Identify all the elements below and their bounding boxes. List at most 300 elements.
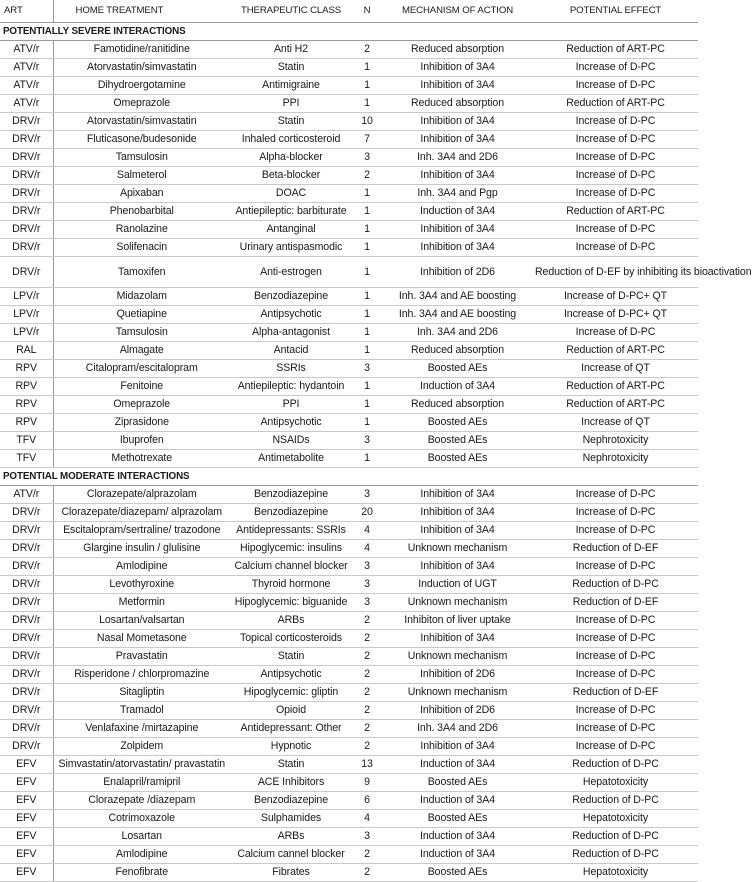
home-treatment-cell: Tamsulosin: [53, 324, 230, 342]
home-treatment-cell: Fenitoine: [53, 378, 230, 396]
table-row: [0, 594, 698, 612]
n-cell: 4: [352, 810, 382, 828]
effect-cell: Increase of D-PC: [533, 738, 698, 756]
therapeutic-class-cell: Antanginal: [230, 221, 352, 239]
art-cell: DRV/r: [0, 612, 53, 630]
home-treatment-cell: Dihydroergotamine: [53, 77, 230, 95]
mechanism-cell: Inhibition of 3A4: [382, 239, 533, 257]
n-cell: 3: [352, 486, 382, 504]
mechanism-cell: Inhibition of 2D6: [382, 666, 533, 684]
home-treatment-cell: Tramadol: [53, 702, 230, 720]
effect-cell: Reduction of ART-PC: [533, 396, 698, 414]
n-cell: 3: [352, 576, 382, 594]
art-cell: DRV/r: [0, 131, 53, 149]
n-cell: 1: [352, 185, 382, 203]
n-cell: 2: [352, 167, 382, 185]
therapeutic-class-cell: Hipoglycemic: biguanide: [230, 594, 352, 612]
art-cell: TFV: [0, 450, 53, 468]
art-cell: ATV/r: [0, 77, 53, 95]
n-cell: 1: [352, 342, 382, 360]
therapeutic-class-cell: Alpha-antagonist: [230, 324, 352, 342]
home-treatment-cell: Atorvastatin/simvastatin: [53, 59, 230, 77]
art-cell: RPV: [0, 414, 53, 432]
n-cell: 1: [352, 324, 382, 342]
n-cell: 1: [352, 239, 382, 257]
table-row: [0, 540, 698, 558]
mechanism-cell: Inhibition of 3A4: [382, 522, 533, 540]
mechanism-cell: Inhibition of 3A4: [382, 486, 533, 504]
table-row: [0, 324, 698, 342]
mechanism-cell: Inhibition of 3A4: [382, 131, 533, 149]
art-cell: DRV/r: [0, 203, 53, 221]
n-cell: 1: [352, 450, 382, 468]
effect-cell: Reduction of D-PC: [533, 828, 698, 846]
effect-cell: Increase of D-PC: [533, 324, 698, 342]
home-treatment-cell: Apixaban: [53, 185, 230, 203]
home-treatment-cell: Pravastatin: [53, 648, 230, 666]
art-cell: EFV: [0, 756, 53, 774]
header-row: [0, 0, 698, 23]
art-cell: DRV/r: [0, 558, 53, 576]
table-body: [0, 23, 752, 882]
therapeutic-class-cell: Antimetabolite: [230, 450, 352, 468]
table-row: [0, 77, 698, 95]
home-treatment-cell: Fluticasone/budesonide: [53, 131, 230, 149]
effect-cell: Increase of D-PC: [533, 630, 698, 648]
n-cell: 7: [352, 131, 382, 149]
mechanism-cell: Inhibition of 3A4: [382, 59, 533, 77]
art-cell: RPV: [0, 378, 53, 396]
effect-cell: Hepatotoxicity: [533, 810, 698, 828]
effect-cell: Nephrotoxicity: [533, 450, 698, 468]
table-row: [0, 756, 698, 774]
header-home-treatment: HOME TREATMENT: [53, 0, 230, 23]
therapeutic-class-cell: Anti H2: [230, 41, 352, 59]
therapeutic-class-cell: Antiepileptic: hydantoin: [230, 378, 352, 396]
table-row: [0, 504, 698, 522]
n-cell: 1: [352, 257, 382, 288]
therapeutic-class-cell: Statin: [230, 756, 352, 774]
effect-cell: Increase of D-PC: [533, 666, 698, 684]
mechanism-cell: Inhibition of 3A4: [382, 558, 533, 576]
art-cell: RAL: [0, 342, 53, 360]
mechanism-cell: Unknown mechanism: [382, 648, 533, 666]
therapeutic-class-cell: Benzodiazepine: [230, 288, 352, 306]
effect-cell: Reduction of ART-PC: [533, 95, 698, 113]
effect-cell: Reduction of D-EF: [533, 594, 698, 612]
art-cell: EFV: [0, 810, 53, 828]
n-cell: 1: [352, 95, 382, 113]
effect-cell: Increase of QT: [533, 360, 698, 378]
n-cell: 9: [352, 774, 382, 792]
home-treatment-cell: Solifenacin: [53, 239, 230, 257]
effect-cell: Increase of D-PC: [533, 702, 698, 720]
effect-cell: Increase of D-PC: [533, 612, 698, 630]
home-treatment-cell: Enalapril/ramipril: [53, 774, 230, 792]
therapeutic-class-cell: Antimigraine: [230, 77, 352, 95]
mechanism-cell: Inh. 3A4 and AE boosting: [382, 306, 533, 324]
effect-cell: Reduction of D-PC: [533, 792, 698, 810]
home-treatment-cell: Ziprasidone: [53, 414, 230, 432]
art-cell: DRV/r: [0, 648, 53, 666]
home-treatment-cell: Tamsulosin: [53, 149, 230, 167]
art-cell: DRV/r: [0, 149, 53, 167]
mechanism-cell: Reduced absorption: [382, 396, 533, 414]
art-cell: ATV/r: [0, 95, 53, 113]
effect-cell: Reduction of D-EF by inhibiting its bioactivation: [533, 257, 698, 288]
therapeutic-class-cell: ACE Inhibitors: [230, 774, 352, 792]
table-row: [0, 396, 698, 414]
home-treatment-cell: Amlodipine: [53, 558, 230, 576]
n-cell: 6: [352, 792, 382, 810]
art-cell: DRV/r: [0, 738, 53, 756]
n-cell: 3: [352, 828, 382, 846]
table-row: [0, 288, 698, 306]
home-treatment-cell: Midazolam: [53, 288, 230, 306]
header-mechanism: MECHANISM OF ACTION: [382, 0, 533, 23]
effect-cell: Increase of D-PC: [533, 720, 698, 738]
therapeutic-class-cell: Benzodiazepine: [230, 504, 352, 522]
art-cell: ATV/r: [0, 59, 53, 77]
effect-cell: Increase of D-PC: [533, 558, 698, 576]
effect-cell: Reduction of ART-PC: [533, 378, 698, 396]
mechanism-cell: Unknown mechanism: [382, 540, 533, 558]
mechanism-cell: Boosted AEs: [382, 810, 533, 828]
table-row: [0, 648, 698, 666]
mechanism-cell: Inh. 3A4 and 2D6: [382, 324, 533, 342]
home-treatment-cell: Salmeterol: [53, 167, 230, 185]
mechanism-cell: Inhibiton of liver uptake: [382, 612, 533, 630]
table-row: [0, 378, 698, 396]
table-row: [0, 486, 698, 504]
mechanism-cell: Boosted AEs: [382, 432, 533, 450]
table-row: [0, 792, 698, 810]
home-treatment-cell: Levothyroxine: [53, 576, 230, 594]
n-cell: 2: [352, 630, 382, 648]
mechanism-cell: Induction of 3A4: [382, 846, 533, 864]
effect-cell: Nephrotoxicity: [533, 432, 698, 450]
art-cell: DRV/r: [0, 576, 53, 594]
n-cell: 2: [352, 648, 382, 666]
mechanism-cell: Induction of 3A4: [382, 378, 533, 396]
effect-cell: Reduction of ART-PC: [533, 41, 698, 59]
n-cell: 2: [352, 864, 382, 882]
effect-cell: Increase of D-PC: [533, 167, 698, 185]
n-cell: 2: [352, 738, 382, 756]
therapeutic-class-cell: Alpha-blocker: [230, 149, 352, 167]
home-treatment-cell: Losartan/valsartan: [53, 612, 230, 630]
art-cell: RPV: [0, 360, 53, 378]
art-cell: LPV/r: [0, 324, 53, 342]
n-cell: 1: [352, 59, 382, 77]
mechanism-cell: Inhibition of 2D6: [382, 257, 533, 288]
therapeutic-class-cell: DOAC: [230, 185, 352, 203]
home-treatment-cell: Escitalopram/sertraline/ trazodone: [53, 522, 230, 540]
n-cell: 1: [352, 288, 382, 306]
art-cell: DRV/r: [0, 594, 53, 612]
art-cell: EFV: [0, 864, 53, 882]
mechanism-cell: Inhibition of 3A4: [382, 504, 533, 522]
mechanism-cell: Unknown mechanism: [382, 684, 533, 702]
table-row: [0, 41, 698, 59]
mechanism-cell: Inh. 3A4 and AE boosting: [382, 288, 533, 306]
effect-cell: Reduction of D-PC: [533, 576, 698, 594]
table-row: [0, 684, 698, 702]
n-cell: 2: [352, 684, 382, 702]
n-cell: 1: [352, 396, 382, 414]
therapeutic-class-cell: Urinary antispasmodic: [230, 239, 352, 257]
table-row: [0, 257, 698, 288]
table-row: [0, 185, 698, 203]
effect-cell: Reduction of D-EF: [533, 684, 698, 702]
n-cell: 3: [352, 149, 382, 167]
therapeutic-class-cell: Inhaled corticosteroid: [230, 131, 352, 149]
table-row: [0, 131, 698, 149]
table-row: [0, 432, 698, 450]
n-cell: 2: [352, 846, 382, 864]
n-cell: 2: [352, 612, 382, 630]
therapeutic-class-cell: Thyroid hormone: [230, 576, 352, 594]
table-row: [0, 864, 698, 882]
mechanism-cell: Inhibition of 3A4: [382, 221, 533, 239]
home-treatment-cell: Phenobarbital: [53, 203, 230, 221]
home-treatment-cell: Ibuprofen: [53, 432, 230, 450]
home-treatment-cell: Omeprazole: [53, 396, 230, 414]
art-cell: DRV/r: [0, 167, 53, 185]
mechanism-cell: Boosted AEs: [382, 774, 533, 792]
effect-cell: Increase of D-PC: [533, 77, 698, 95]
n-cell: 1: [352, 221, 382, 239]
mechanism-cell: Boosted AEs: [382, 360, 533, 378]
art-cell: DRV/r: [0, 684, 53, 702]
therapeutic-class-cell: Fibrates: [230, 864, 352, 882]
home-treatment-cell: Omeprazole: [53, 95, 230, 113]
therapeutic-class-cell: PPI: [230, 95, 352, 113]
home-treatment-cell: Losartan: [53, 828, 230, 846]
table-row: [0, 59, 698, 77]
table-row: [0, 239, 698, 257]
therapeutic-class-cell: Hipoglycemic: insulins: [230, 540, 352, 558]
art-cell: EFV: [0, 792, 53, 810]
mechanism-cell: Inhibition of 3A4: [382, 738, 533, 756]
table-row: [0, 810, 698, 828]
home-treatment-cell: Sitagliptin: [53, 684, 230, 702]
n-cell: 3: [352, 558, 382, 576]
table-row: [0, 576, 698, 594]
therapeutic-class-cell: Statin: [230, 113, 352, 131]
header-n: N: [352, 0, 382, 23]
art-cell: DRV/r: [0, 666, 53, 684]
effect-cell: Increase of D-PC+ QT: [533, 288, 698, 306]
mechanism-cell: Reduced absorption: [382, 41, 533, 59]
table-row: [0, 702, 698, 720]
home-treatment-cell: Clorazepate/diazepam/ alprazolam: [53, 504, 230, 522]
home-treatment-cell: Ranolazine: [53, 221, 230, 239]
art-cell: DRV/r: [0, 504, 53, 522]
effect-cell: Hepatotoxicity: [533, 864, 698, 882]
therapeutic-class-cell: Benzodiazepine: [230, 486, 352, 504]
n-cell: 2: [352, 702, 382, 720]
table-row: [0, 774, 698, 792]
home-treatment-cell: Clorazepate /diazepam: [53, 792, 230, 810]
therapeutic-class-cell: Beta-blocker: [230, 167, 352, 185]
art-cell: DRV/r: [0, 221, 53, 239]
art-cell: TFV: [0, 432, 53, 450]
n-cell: 1: [352, 306, 382, 324]
art-cell: DRV/r: [0, 720, 53, 738]
table-row: [0, 221, 698, 239]
table-row: [0, 828, 698, 846]
table-row: [0, 720, 698, 738]
art-cell: ATV/r: [0, 41, 53, 59]
table-row: [0, 113, 698, 131]
n-cell: 4: [352, 522, 382, 540]
mechanism-cell: Induction of UGT: [382, 576, 533, 594]
therapeutic-class-cell: Statin: [230, 59, 352, 77]
therapeutic-class-cell: Anti-estrogen: [230, 257, 352, 288]
section-title: POTENTIAL MODERATE INTERACTIONS: [0, 468, 698, 486]
mechanism-cell: Induction of 3A4: [382, 792, 533, 810]
home-treatment-cell: Almagate: [53, 342, 230, 360]
mechanism-cell: Induction of 3A4: [382, 203, 533, 221]
table-row: [0, 342, 698, 360]
table-row: [0, 738, 698, 756]
art-cell: DRV/r: [0, 630, 53, 648]
table-row: [0, 149, 698, 167]
therapeutic-class-cell: Sulphamides: [230, 810, 352, 828]
n-cell: 4: [352, 540, 382, 558]
art-cell: EFV: [0, 774, 53, 792]
n-cell: 2: [352, 41, 382, 59]
home-treatment-cell: Simvastatin/atorvastatin/ pravastatin: [53, 756, 230, 774]
table-row: [0, 203, 698, 221]
home-treatment-cell: Clorazepate/alprazolam: [53, 486, 230, 504]
section-header: [0, 468, 698, 486]
n-cell: 1: [352, 414, 382, 432]
table-row: [0, 630, 698, 648]
header-therapeutic-class: THERAPEUTIC CLASS: [230, 0, 352, 23]
mechanism-cell: Inh. 3A4 and 2D6: [382, 149, 533, 167]
art-cell: EFV: [0, 828, 53, 846]
mechanism-cell: Inhibition of 3A4: [382, 167, 533, 185]
n-cell: 20: [352, 504, 382, 522]
art-cell: LPV/r: [0, 288, 53, 306]
home-treatment-cell: Amlodipine: [53, 846, 230, 864]
mechanism-cell: Inhibition of 3A4: [382, 113, 533, 131]
home-treatment-cell: Quetiapine: [53, 306, 230, 324]
header-effect: POTENTIAL EFFECT: [533, 0, 698, 23]
art-cell: DRV/r: [0, 540, 53, 558]
art-cell: LPV/r: [0, 306, 53, 324]
home-treatment-cell: Methotrexate: [53, 450, 230, 468]
mechanism-cell: Inhibition of 3A4: [382, 77, 533, 95]
therapeutic-class-cell: Antiepileptic: barbiturate: [230, 203, 352, 221]
therapeutic-class-cell: Hipoglycemic: gliptin: [230, 684, 352, 702]
therapeutic-class-cell: Calcium channel blocker: [230, 558, 352, 576]
therapeutic-class-cell: ARBs: [230, 828, 352, 846]
therapeutic-class-cell: Antidepressants: SSRIs: [230, 522, 352, 540]
art-cell: DRV/r: [0, 702, 53, 720]
n-cell: 1: [352, 203, 382, 221]
mechanism-cell: Inhibition of 2D6: [382, 702, 533, 720]
effect-cell: Increase of D-PC: [533, 239, 698, 257]
effect-cell: Increase of D-PC: [533, 648, 698, 666]
effect-cell: Reduction of ART-PC: [533, 203, 698, 221]
therapeutic-class-cell: NSAIDs: [230, 432, 352, 450]
effect-cell: Increase of D-PC: [533, 59, 698, 77]
effect-cell: Hepatotoxicity: [533, 774, 698, 792]
n-cell: 1: [352, 77, 382, 95]
table-row: [0, 414, 698, 432]
effect-cell: Increase of D-PC: [533, 221, 698, 239]
mechanism-cell: Boosted AEs: [382, 450, 533, 468]
therapeutic-class-cell: Antidepressant: Other: [230, 720, 352, 738]
table-row: [0, 612, 698, 630]
mechanism-cell: Unknown mechanism: [382, 594, 533, 612]
n-cell: 2: [352, 666, 382, 684]
mechanism-cell: Inhibition of 3A4: [382, 630, 533, 648]
home-treatment-cell: Nasal Mometasone: [53, 630, 230, 648]
therapeutic-class-cell: PPI: [230, 396, 352, 414]
effect-cell: Increase of D-PC: [533, 522, 698, 540]
table-row: [0, 846, 698, 864]
effect-cell: Increase of D-PC: [533, 185, 698, 203]
effect-cell: Reduction of D-PC: [533, 756, 698, 774]
table-row: [0, 522, 698, 540]
n-cell: 3: [352, 360, 382, 378]
n-cell: 1: [352, 378, 382, 396]
art-cell: DRV/r: [0, 113, 53, 131]
art-cell: DRV/r: [0, 257, 53, 288]
table-row: [0, 306, 698, 324]
art-cell: DRV/r: [0, 522, 53, 540]
home-treatment-cell: Venlafaxine /mirtazapine: [53, 720, 230, 738]
art-cell: EFV: [0, 846, 53, 864]
therapeutic-class-cell: Hypnotic: [230, 738, 352, 756]
n-cell: 10: [352, 113, 382, 131]
art-cell: DRV/r: [0, 239, 53, 257]
header-art: ART: [0, 0, 53, 23]
home-treatment-cell: Metformin: [53, 594, 230, 612]
effect-cell: Increase of D-PC: [533, 113, 698, 131]
therapeutic-class-cell: Antipsychotic: [230, 306, 352, 324]
art-cell: DRV/r: [0, 185, 53, 203]
mechanism-cell: Reduced absorption: [382, 342, 533, 360]
mechanism-cell: Inh. 3A4 and Pgp: [382, 185, 533, 203]
home-treatment-cell: Famotidine/ranitidine: [53, 41, 230, 59]
n-cell: 13: [352, 756, 382, 774]
table-row: [0, 558, 698, 576]
table-row: [0, 450, 698, 468]
mechanism-cell: Induction of 3A4: [382, 828, 533, 846]
effect-cell: Reduction of D-EF: [533, 540, 698, 558]
therapeutic-class-cell: SSRIs: [230, 360, 352, 378]
home-treatment-cell: Cotrimoxazole: [53, 810, 230, 828]
art-cell: ATV/r: [0, 486, 53, 504]
section-header: [0, 23, 698, 41]
mechanism-cell: Boosted AEs: [382, 864, 533, 882]
therapeutic-class-cell: Opioid: [230, 702, 352, 720]
home-treatment-cell: Zolpidem: [53, 738, 230, 756]
table-row: [0, 95, 698, 113]
home-treatment-cell: Tamoxifen: [53, 257, 230, 288]
effect-cell: Reduction of D-PC: [533, 846, 698, 864]
therapeutic-class-cell: Benzodiazepine: [230, 792, 352, 810]
effect-cell: Increase of D-PC: [533, 149, 698, 167]
n-cell: 3: [352, 594, 382, 612]
therapeutic-class-cell: Topical corticosteroids: [230, 630, 352, 648]
table-row: [0, 666, 698, 684]
